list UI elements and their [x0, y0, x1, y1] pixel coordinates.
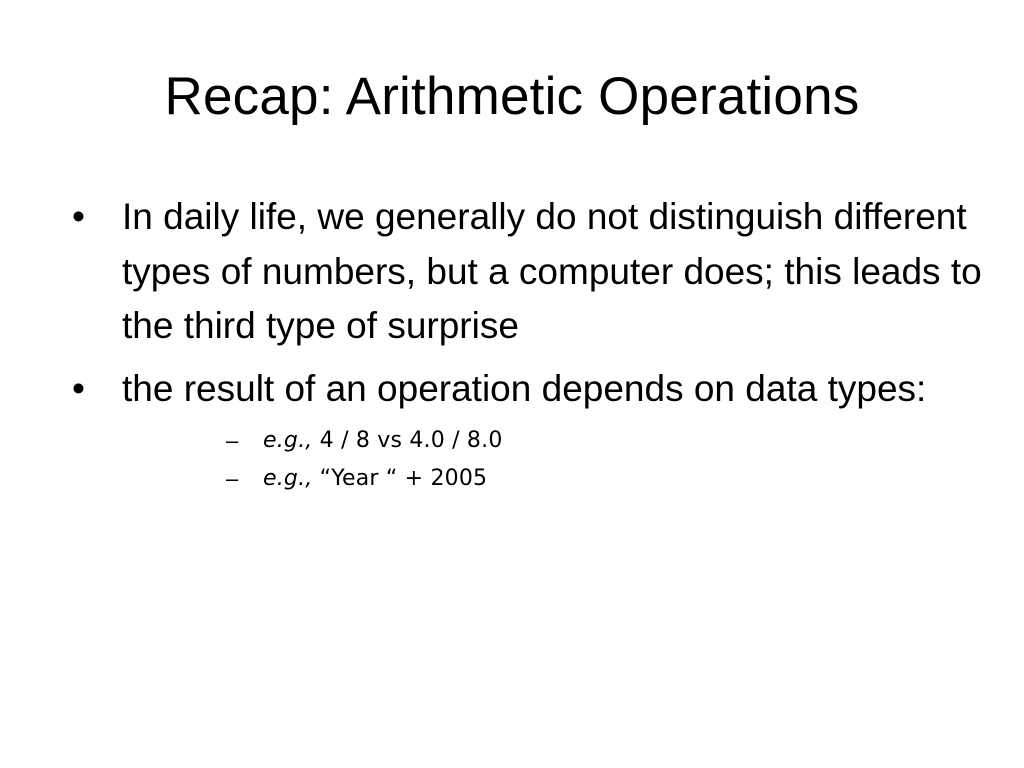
subbullet-text: 4 / 8 vs 4.0 / 8.0	[312, 428, 503, 453]
bullet-item	[0, 190, 982, 354]
subbullet-prefix: e.g.,	[263, 466, 313, 491]
slide-title: Recap: Arithmetic Operations	[164, 67, 860, 126]
bullet-text: In daily life, we generally do not distinguish different types of numbers, but a computer does; this leads to the third type of surprise	[122, 196, 982, 346]
bullet-text: the result of an operation depends on data types:	[122, 367, 927, 409]
bullet-item	[0, 362, 982, 499]
subbullet-text: “Year “ + 2005	[312, 466, 488, 491]
subbullet-item	[122, 460, 982, 498]
subbullet-marker: –	[226, 428, 239, 453]
subbullet-item	[122, 422, 982, 460]
bullet-marker: •	[72, 196, 85, 237]
bullet-list	[0, 190, 1024, 498]
subbullet-prefix: e.g.,	[263, 428, 313, 453]
bullet-marker: •	[72, 367, 85, 409]
subbullet-marker: –	[226, 466, 239, 491]
subbullet-list	[122, 422, 982, 498]
